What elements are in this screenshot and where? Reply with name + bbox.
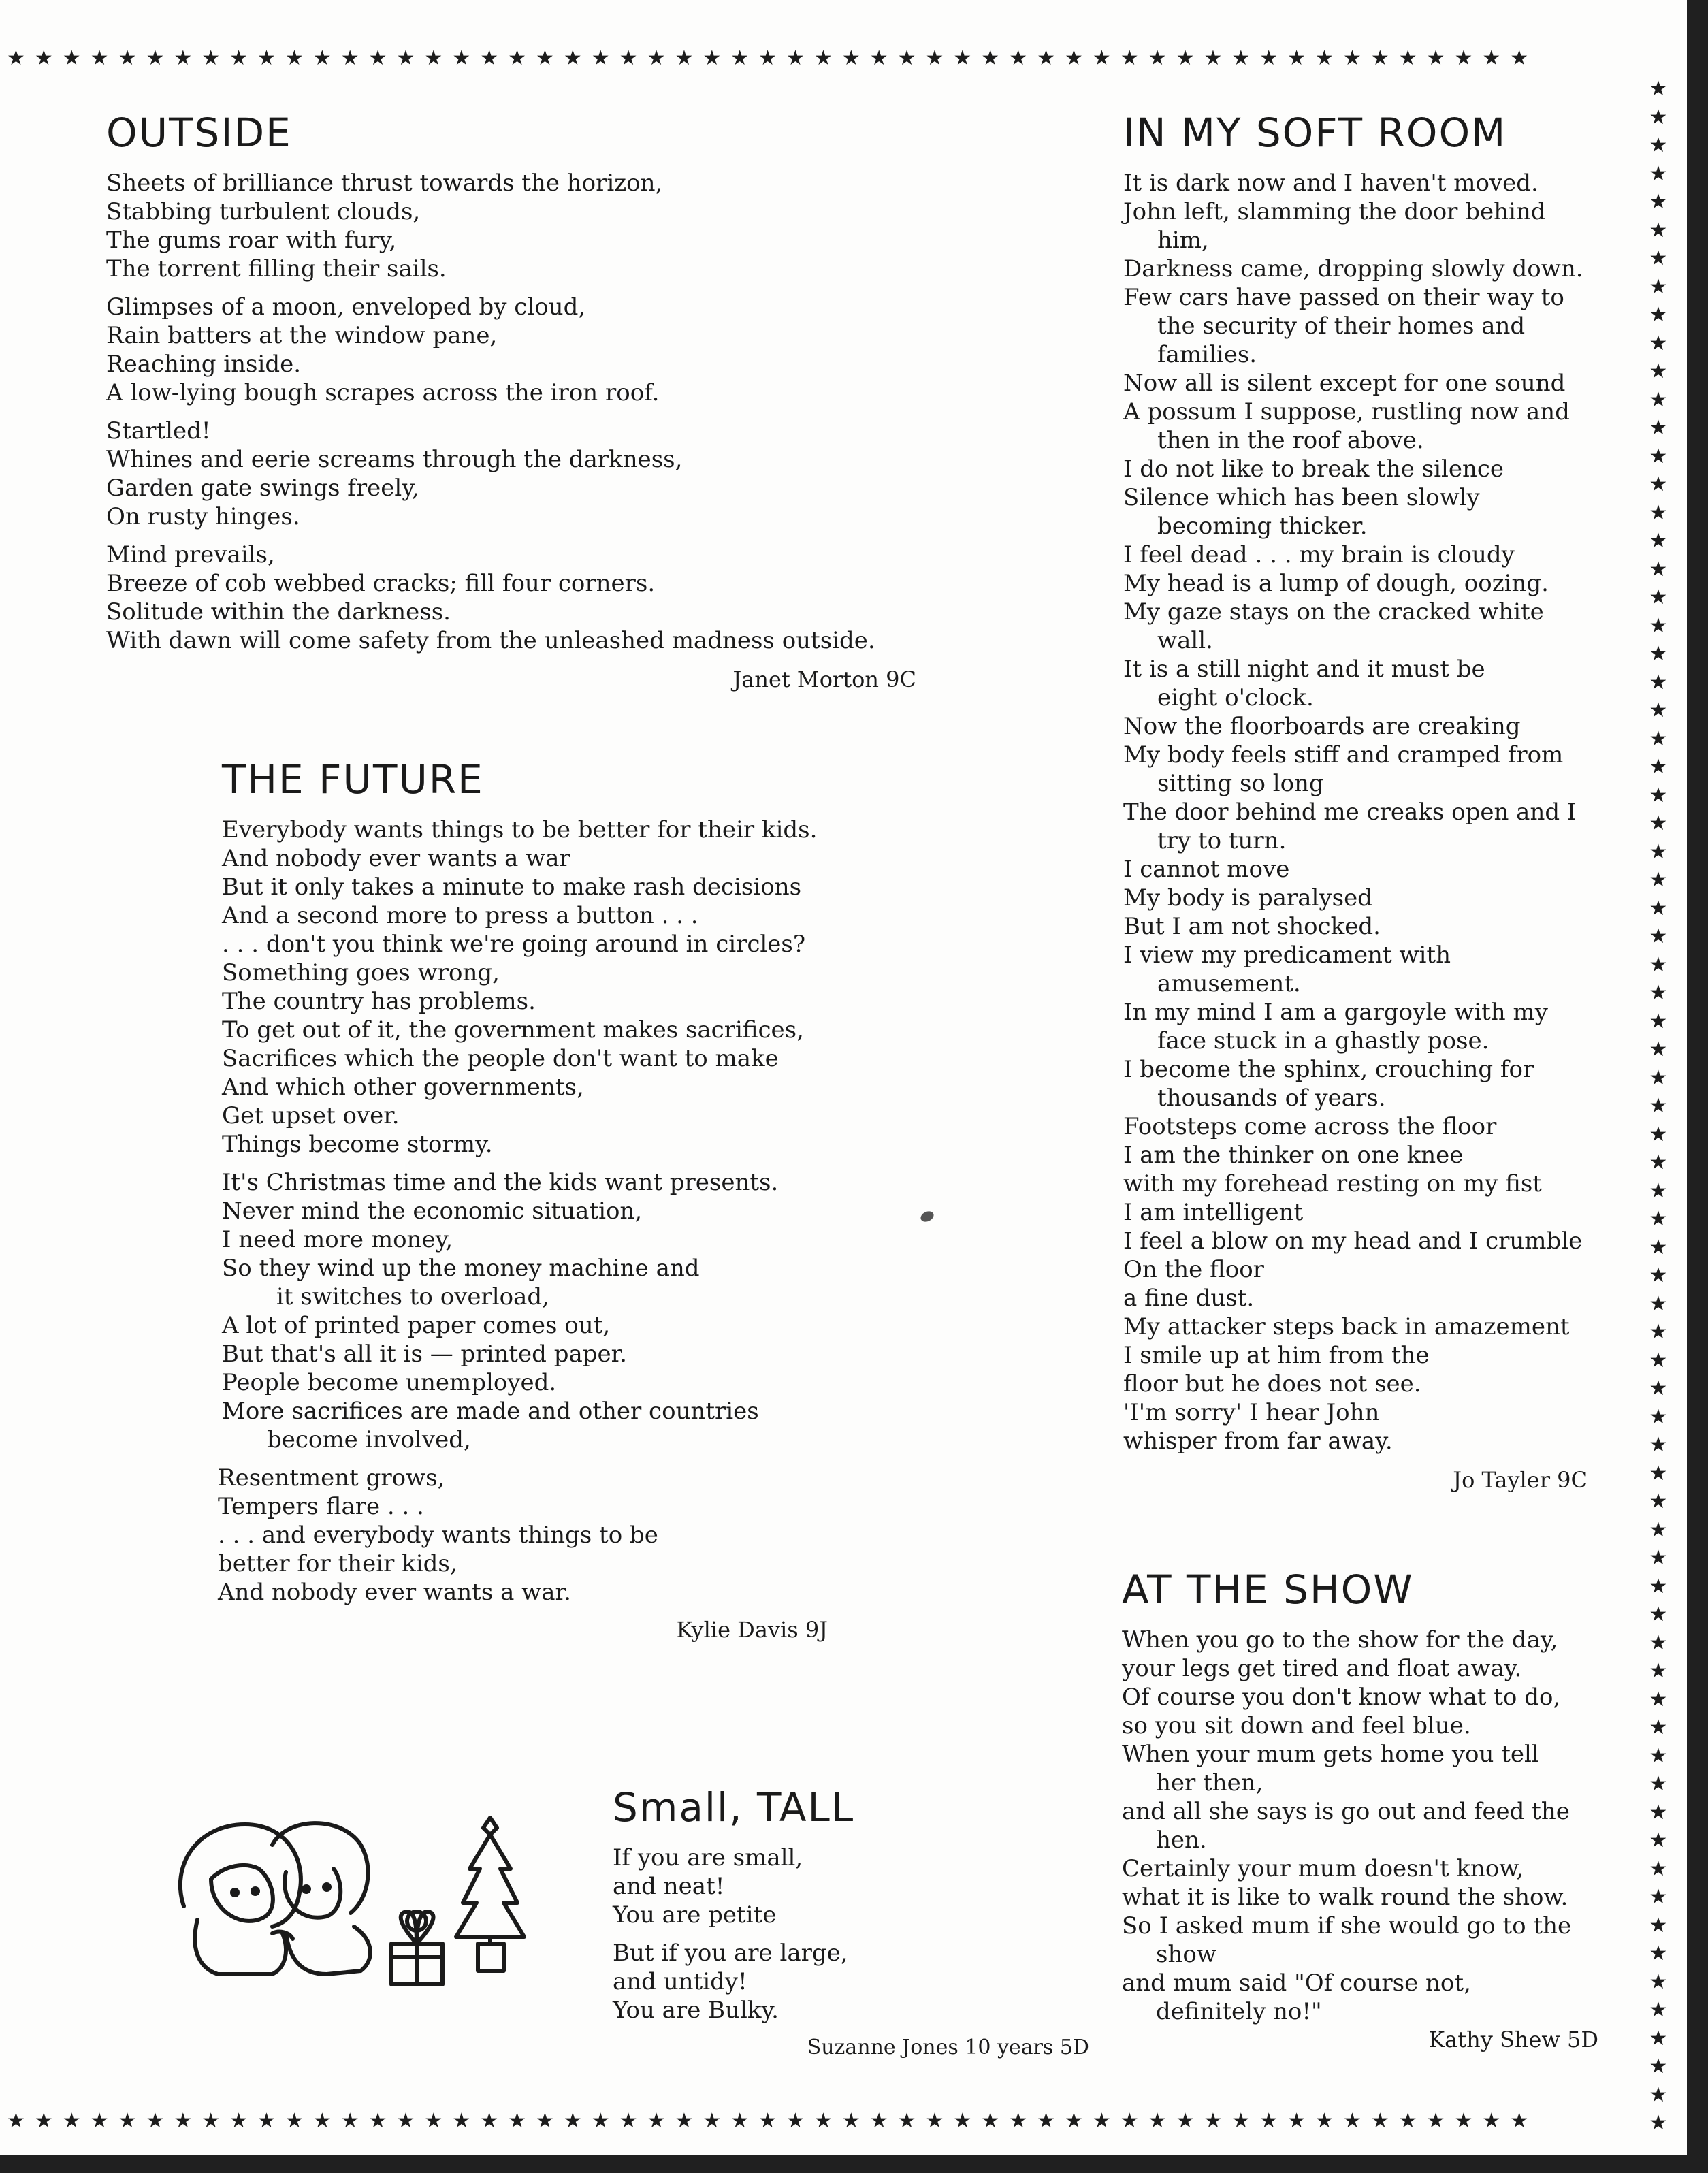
poem-line: Darkness came, dropping slowly down.: [1123, 255, 1583, 283]
stanza: [222, 1168, 828, 1454]
poem-line: It is dark now and I haven't moved.: [1123, 170, 1538, 197]
poem-line: Sheets of brilliance thrust towards the horizon,: [106, 170, 663, 197]
poem-line: thousands of years.: [1157, 1084, 1386, 1112]
stanza: [218, 1464, 828, 1607]
poem-line: John left, slamming the door behind: [1123, 198, 1546, 225]
poem-author: Kylie Davis 9J: [676, 1617, 828, 1643]
poem-line: I feel dead . . . my brain is cloudy: [1123, 541, 1515, 568]
poem-line: In my mind I am a gargoyle with my: [1123, 999, 1548, 1026]
poem-line: whisper from far away.: [1123, 1428, 1393, 1455]
poem-line: Resentment grows,: [218, 1464, 445, 1492]
poem-line: Things become stormy.: [222, 1131, 493, 1158]
poem-line: it switches to overload,: [276, 1283, 549, 1310]
poem-line: And which other governments,: [222, 1074, 584, 1101]
stanza: [106, 293, 923, 407]
poem-line: with my forehead resting on my fist: [1123, 1170, 1542, 1197]
children-christmas-tree-gift-illustration: [170, 1804, 551, 1995]
poem-line: A possum I suppose, rustling now and: [1123, 398, 1570, 425]
poem-line: eight o'clock.: [1157, 684, 1314, 711]
poem-outside: [106, 109, 923, 693]
poem-line: a fine dust.: [1123, 1285, 1255, 1312]
poem-line: Stabbing turbulent clouds,: [106, 198, 421, 225]
poem-line: So they wind up the money machine and: [222, 1255, 700, 1282]
poem-line: To get out of it, the government makes sacrifices,: [222, 1016, 804, 1044]
poem-title: THE FUTURE: [222, 756, 484, 803]
poem-line: Certainly your mum doesn't know,: [1122, 1855, 1524, 1882]
poem-line: Few cars have passed on their way to: [1123, 284, 1564, 311]
stanza: [222, 816, 828, 1159]
poem-line: And a second more to press a button . . .: [222, 902, 698, 929]
poem-line: Of course you don't know what to do,: [1122, 1684, 1561, 1711]
poem-line: Rain batters at the window pane,: [106, 322, 498, 349]
stanza: [106, 541, 923, 655]
poem-line: I cannot move: [1123, 856, 1290, 883]
poem-line: Silence which has been slowly: [1123, 484, 1480, 511]
poem-title: AT THE SHOW: [1122, 1566, 1414, 1613]
poem-line: The torrent filling their sails.: [106, 255, 447, 283]
poem-line: My attacker steps back in amazement: [1123, 1313, 1570, 1340]
poem-line: A lot of printed paper comes out,: [222, 1312, 611, 1339]
poem-line: Something goes wrong,: [222, 959, 500, 986]
poem-line: My gaze stays on the cracked white: [1123, 598, 1544, 626]
poem-line: Everybody wants things to be better for their kids.: [222, 816, 818, 843]
poem-line: floor but he does not see.: [1123, 1370, 1421, 1398]
poem-line: My body feels stiff and cramped from: [1123, 741, 1564, 769]
poem-line: her then,: [1156, 1769, 1263, 1797]
star-border-top: ★★★★★★★★★★★★★★★★★★★★★★★★★★★★★★★★★★★★★★★★★★★★★★★★★★★★★★★: [7, 46, 1538, 70]
star-border-right: ★ ★ ★ ★ ★ ★ ★ ★ ★ ★ ★ ★ ★ ★ ★ ★ ★ ★ ★ ★ ★ ★ ★ ★ ★ ★ ★ ★ ★ ★ ★ ★ ★ ★ ★ ★ ★ ★ ★ ★ ★ ★ ★ ★ ★ ★ ★ ★ ★ ★ ★ ★ ★ ★ ★ ★ ★ ★ ★ ★ ★ ★ ★ ★ ★ ★ ★ ★ ★ ★ ★ ★ ★: [1649, 77, 1668, 2135]
poem-line: show: [1156, 1941, 1216, 1968]
poem-line: People become unemployed.: [222, 1369, 557, 1396]
poem-line: and all she says is go out and feed the: [1122, 1798, 1570, 1825]
stanza: [613, 1939, 1089, 2025]
poem-line: and mum said "Of course not,: [1122, 1969, 1471, 1997]
poem-line: then in the roof above.: [1157, 427, 1424, 454]
poem-author: Jo Tayler 9C: [1453, 1467, 1588, 1493]
poem-line: Reaching inside.: [106, 351, 302, 378]
poem-line: Never mind the economic situation,: [222, 1197, 643, 1225]
stanza: [106, 169, 923, 283]
poem-line: and neat!: [613, 1873, 725, 1900]
poem-line: definitely no!": [1156, 1998, 1322, 2025]
poem-line: Tempers flare . . .: [218, 1493, 424, 1520]
poem-line: And nobody ever wants a war.: [218, 1579, 571, 1606]
poem-line: Mind prevails,: [106, 541, 275, 568]
poem-line: Garden gate swings freely,: [106, 474, 419, 502]
poem-line: If you are small,: [613, 1844, 803, 1871]
poem-line: But if you are large,: [613, 1939, 848, 1967]
poem-author: Kathy Shew 5D: [1428, 2027, 1598, 2053]
stanza: [613, 1844, 1089, 1929]
poem-line: Glimpses of a moon, enveloped by cloud,: [106, 293, 586, 321]
poem-line: become involved,: [267, 1426, 471, 1453]
poem-line: So I asked mum if she would go to the: [1122, 1912, 1572, 1939]
poem-line: I do not like to break the silence: [1123, 455, 1504, 483]
poem-line: It is a still night and it must be: [1123, 656, 1485, 683]
poem-line: I become the sphinx, crouching for: [1123, 1056, 1534, 1083]
poem-line: wall.: [1157, 627, 1213, 654]
poem-line: Footsteps come across the floor: [1123, 1113, 1497, 1140]
poem-line: When your mum gets home you tell: [1122, 1741, 1539, 1768]
scan-edge-bottom: [0, 2155, 1708, 2173]
poem-line: face stuck in a ghastly pose.: [1157, 1027, 1489, 1055]
poem-line: I smile up at him from the: [1123, 1342, 1430, 1369]
star-border-bottom: ★★★★★★★★★★★★★★★★★★★★★★★★★★★★★★★★★★★★★★★★★★★★★★★★★★★★★★★: [7, 2109, 1538, 2133]
poem-line: . . . don't you think we're going around in circles?: [222, 931, 806, 958]
poem-line: On rusty hinges.: [106, 503, 300, 530]
poem-line: Now all is silent except for one sound: [1123, 370, 1566, 397]
poem-line: And nobody ever wants a war: [222, 845, 570, 872]
poem-line: and untidy!: [613, 1968, 747, 1995]
poem-line: But that's all it is — printed paper.: [222, 1340, 627, 1368]
stanza: [106, 417, 923, 531]
poem-line: With dawn will come safety from the unleashed madness outside.: [106, 627, 875, 654]
poem-author: Suzanne Jones 10 years 5D: [807, 2035, 1089, 2059]
poem-line: On the floor: [1123, 1256, 1264, 1283]
poem-small-tall: [613, 1784, 1089, 2061]
poem-line: You are petite: [613, 1901, 777, 1929]
poem-line: I am the thinker on one knee: [1123, 1142, 1464, 1169]
poem-line: I am intelligent: [1123, 1199, 1304, 1226]
poem-line: The gums roar with fury,: [106, 227, 397, 254]
poem-line: The door behind me creaks open and I: [1123, 799, 1577, 826]
poem-line: 'I'm sorry' I hear John: [1123, 1399, 1380, 1426]
poem-line: your legs get tired and float away.: [1122, 1655, 1522, 1682]
poem-line: I need more money,: [222, 1226, 453, 1253]
poem-author: Janet Morton 9C: [732, 666, 916, 692]
poem-the-future: [218, 756, 828, 1643]
poem-line: Breeze of cob webbed cracks; fill four corners.: [106, 570, 656, 597]
poem-line: Get upset over.: [222, 1102, 400, 1129]
poem-line: him,: [1157, 227, 1209, 254]
poem-line: A low-lying bough scrapes across the iron roof.: [106, 379, 660, 406]
poem-line: amusement.: [1157, 970, 1301, 997]
poem-line: the security of their homes and: [1157, 312, 1526, 340]
poem-title: OUTSIDE: [106, 110, 292, 156]
poem-line: My head is a lump of dough, oozing.: [1123, 570, 1549, 597]
poem-line: But I am not shocked.: [1123, 913, 1381, 940]
poem-line: I view my predicament with: [1123, 941, 1451, 969]
poem-line: better for their kids,: [218, 1550, 457, 1577]
poem-line: More sacrifices are made and other countries: [222, 1398, 759, 1425]
poem-line: My body is paralysed: [1123, 884, 1372, 912]
ink-smudge: [919, 1209, 935, 1223]
poem-line: becoming thicker.: [1157, 513, 1368, 540]
poem-line: When you go to the show for the day,: [1122, 1626, 1558, 1654]
poem-line: families.: [1157, 341, 1257, 368]
poem-line: Now the floorboards are creaking: [1123, 713, 1521, 740]
scan-edge: [1687, 0, 1708, 2173]
poem-line: Solitude within the darkness.: [106, 598, 451, 626]
poem-title: Small, TALL: [613, 1784, 855, 1831]
poem-line: Whines and eerie screams through the darkness,: [106, 446, 683, 473]
poem-line: The country has problems.: [222, 988, 536, 1015]
poem-line: what it is like to walk round the show.: [1122, 1884, 1568, 1911]
poem-line: I feel a blow on my head and I crumble: [1123, 1227, 1583, 1255]
poem-line: It's Christmas time and the kids want presents.: [222, 1169, 779, 1196]
poem-line: Startled!: [106, 417, 211, 445]
poem-line: so you sit down and feel blue.: [1122, 1712, 1471, 1739]
poem-line: sitting so long: [1157, 770, 1324, 797]
poem-line: But it only takes a minute to make rash decisions: [222, 873, 802, 901]
poem-at-the-show: [1122, 1566, 1605, 2053]
poem-line: You are Bulky.: [613, 1997, 779, 2024]
poem-in-my-soft-room: [1123, 109, 1600, 1494]
poem-line: hen.: [1156, 1826, 1207, 1854]
poem-line: try to turn.: [1157, 827, 1287, 854]
poem-title: IN MY SOFT ROOM: [1123, 110, 1507, 156]
poem-line: . . . and everybody wants things to be: [218, 1522, 658, 1549]
poem-line: Sacrifices which the people don't want to make: [222, 1045, 779, 1072]
